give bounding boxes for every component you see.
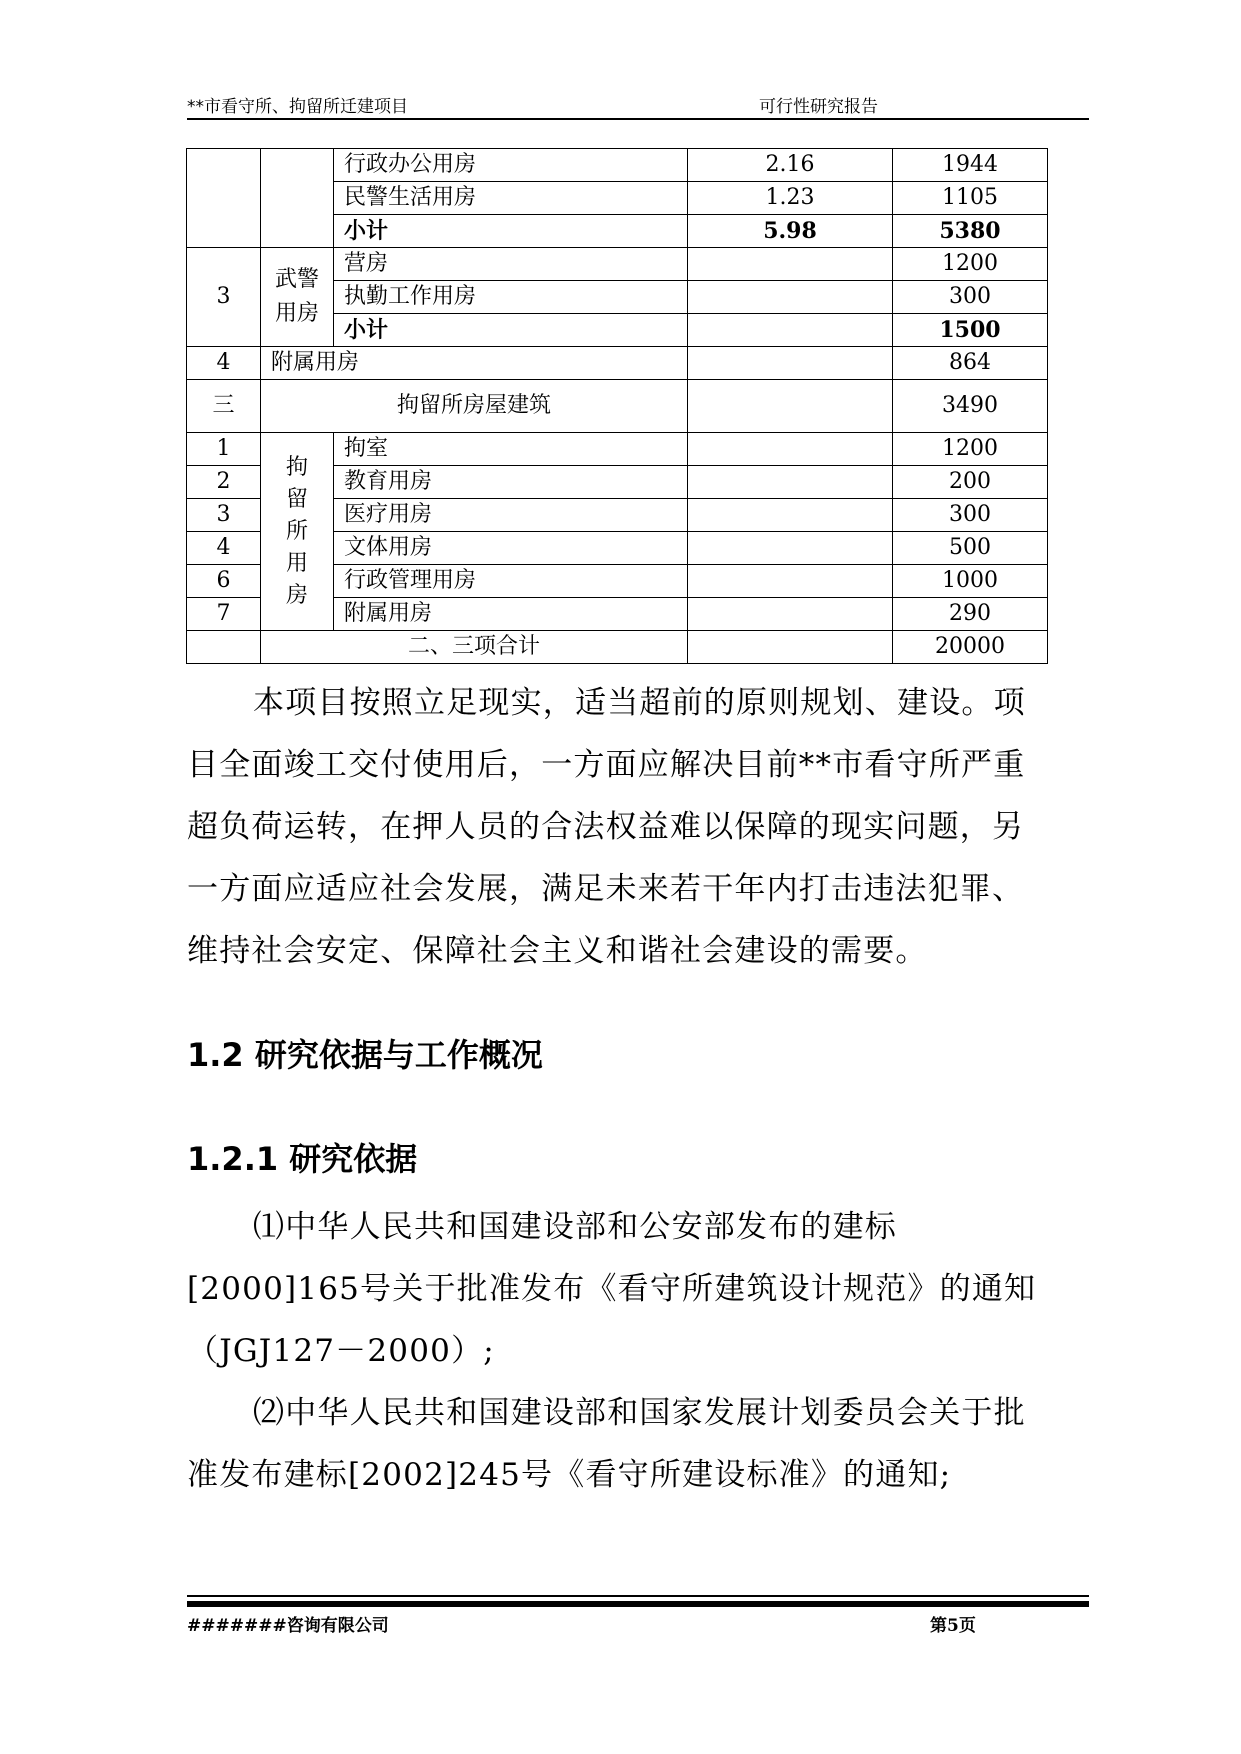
table-cell: 3490 [893,380,1048,433]
page-number: 第5页 [930,1616,976,1636]
table-cell [688,499,893,532]
row-number: 3 [187,248,261,347]
row-number: 三 [187,380,261,433]
table-cell [688,598,893,631]
table-cell: 290 [893,598,1048,631]
table-cell: 医疗用房 [334,499,688,532]
table-row [187,380,1048,433]
table-cell [261,149,334,248]
table-cell: 营房 [334,248,688,281]
table-cell [688,248,893,281]
row-number: 4 [187,347,261,380]
footer-divider [187,1601,1089,1607]
table-cell: 200 [893,466,1048,499]
row-number: 6 [187,565,261,598]
table-cell: 1500 [893,314,1048,347]
table-cell: 附属用房 [261,347,688,380]
table-cell: 20000 [893,631,1048,664]
table-cell [187,149,261,248]
paragraph-text: 本项目按照立足现实，适当超前的原则规划、建设。项目全面竣工交付使用后，一方面应解决目前**市看守所严重超负荷运转，在押人员的合法权益难以保障的现实问题，另一方面应适应社会发展，满足未来若干年内打击违法犯罪、维持社会安定、保障社会主义和谐社会建设的需要。 [187,685,1026,969]
table-cell [688,565,893,598]
total-label: 二、三项合计 [261,631,688,664]
section-heading: 1.2 研究依据与工作概况 [187,1036,543,1074]
paragraph-text: ⑴中华人民共和国建设部和公安部发布的建标[2000]165号关于批准发布《看守所建筑设计规范》的通知（JGJ127－2000）; [187,1209,1037,1369]
subtotal-label: 小计 [334,314,688,347]
table-cell [688,314,893,347]
table-cell [688,466,893,499]
footer-company: #######咨询有限公司 [187,1616,389,1636]
reference-item [187,1382,1049,1506]
paragraph-text: ⑵中华人民共和国建设部和国家发展计划委员会关于批准发布建标[2002]245号《看守所建设标准》的通知; [187,1395,1026,1493]
table-cell: 5.98 [688,215,893,248]
section-label: 拘留所房屋建筑 [261,380,688,433]
table-row [187,248,1048,281]
header-project-title: **市看守所、拘留所迁建项目 [187,97,408,117]
table-cell: 1200 [893,433,1048,466]
row-number: 7 [187,598,261,631]
table-cell: 1105 [893,182,1048,215]
table-row [187,631,1048,664]
category-label: 武警用房 [261,248,334,347]
row-number: 1 [187,433,261,466]
table-cell: 1000 [893,565,1048,598]
table-cell: 300 [893,281,1048,314]
row-number: 4 [187,532,261,565]
table-cell: 300 [893,499,1048,532]
table-cell: 864 [893,347,1048,380]
table-cell: 教育用房 [334,466,688,499]
table-cell [688,380,893,433]
body-paragraph [187,672,1049,982]
table-cell: 2.16 [688,149,893,182]
row-number: 3 [187,499,261,532]
table-cell [688,347,893,380]
subtotal-label: 小计 [334,215,688,248]
table-cell: 行政管理用房 [334,565,688,598]
footer-divider [187,1595,1089,1597]
table-cell: 500 [893,532,1048,565]
table-row [187,433,1048,466]
row-number: 2 [187,466,261,499]
reference-item [187,1196,1049,1382]
table-cell: 文体用房 [334,532,688,565]
table-row [187,347,1048,380]
table-cell: 拘室 [334,433,688,466]
table-cell: 执勤工作用房 [334,281,688,314]
table-cell: 1200 [893,248,1048,281]
table-cell: 5380 [893,215,1048,248]
table-cell: 1.23 [688,182,893,215]
building-area-table [186,148,1048,664]
table-cell [688,281,893,314]
table-cell: 民警生活用房 [334,182,688,215]
table-cell: 1944 [893,149,1048,182]
table-cell [688,433,893,466]
table-cell [688,631,893,664]
table-row [187,149,1048,182]
table-cell: 附属用房 [334,598,688,631]
page-header [187,88,1089,120]
subsection-heading: 1.2.1 研究依据 [187,1140,418,1178]
table-cell: 行政办公用房 [334,149,688,182]
table-cell [187,631,261,664]
category-label: 拘留所用房 [261,433,334,631]
header-report-title: 可行性研究报告 [759,97,878,117]
table-cell [688,532,893,565]
